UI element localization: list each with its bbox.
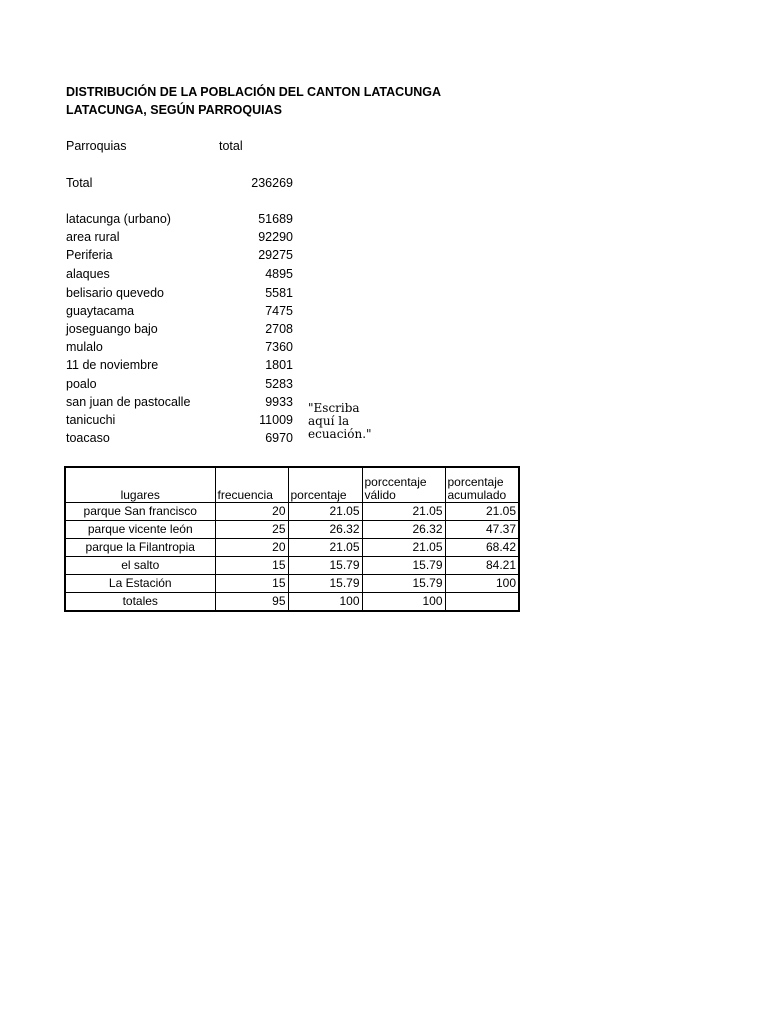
cell-porcentaje-valido: 21.05: [362, 503, 445, 521]
parroquia-name: guaytacama: [66, 304, 135, 318]
parroquia-name: toacaso: [66, 431, 110, 445]
parroquia-value: 1801: [265, 358, 293, 372]
parroquia-value: 4895: [265, 267, 293, 281]
parroquia-name: Periferia: [66, 248, 113, 262]
equation-placeholder[interactable]: "Escriba aquí la ecuación.": [308, 401, 372, 441]
parroquia-row: [66, 230, 296, 248]
cell-frecuencia: 20: [215, 503, 288, 521]
parroquia-row: [66, 431, 296, 449]
parroquia-value: 29275: [258, 248, 293, 262]
cell-porcentaje-valido: 26.32: [362, 521, 445, 539]
header-porcentaje: porcentaje: [288, 467, 362, 503]
parroquia-name: tanicuchi: [66, 413, 116, 427]
header-lugares: lugares: [65, 467, 215, 503]
cell-porcentaje-valido: 21.05: [362, 539, 445, 557]
cell-porcentaje-acumulado: 21.05: [445, 503, 519, 521]
table-row: [65, 503, 519, 521]
cell-frecuencia: 25: [215, 521, 288, 539]
parroquia-row: [66, 322, 296, 340]
cell-porcentaje: 21.05: [288, 539, 362, 557]
parroquia-value: 11009: [259, 413, 293, 427]
header-porcentaje-valido: porccentaje válido: [362, 467, 445, 503]
cell-porcentaje: 15.79: [288, 557, 362, 575]
cell-lugar: parque la Filantropia: [65, 539, 215, 557]
parroquia-name: area rural: [66, 230, 120, 244]
cell-frecuencia: 15: [215, 557, 288, 575]
parroquia-value: 92290: [258, 230, 293, 244]
table-row: [65, 521, 519, 539]
header-frecuencia: frecuencia: [215, 467, 288, 503]
parroquia-row: [66, 377, 296, 395]
table-totals-row: [65, 593, 519, 612]
parroquia-name: belisario quevedo: [66, 286, 164, 300]
cell-porcentaje-acumulado: 84.21: [445, 557, 519, 575]
parroquia-value: 5581: [265, 286, 293, 300]
cell-porcentaje: 21.05: [288, 503, 362, 521]
cell-lugar: La Estación: [65, 575, 215, 593]
cell-porcentaje-acumulado: [445, 593, 519, 612]
cell-frecuencia: 95: [215, 593, 288, 612]
parroquia-name: latacunga (urbano): [66, 212, 171, 226]
cell-lugar: totales: [65, 593, 215, 612]
parroquia-name: 11 de noviembre: [66, 358, 159, 372]
cell-lugar: parque vicente león: [65, 521, 215, 539]
parroquia-value: 9933: [265, 395, 293, 409]
parroquia-value: 7475: [265, 304, 293, 318]
cell-lugar: parque San francisco: [65, 503, 215, 521]
total-label: Total: [66, 176, 93, 190]
parroquia-value: 7360: [265, 340, 293, 354]
parroquia-name: alaques: [66, 267, 110, 281]
parroquia-name: joseguango bajo: [66, 322, 158, 336]
parroquia-value: 6970: [265, 431, 293, 445]
parroquia-value: 2708: [265, 322, 293, 336]
parroquia-row: [66, 267, 296, 285]
table-row: [65, 539, 519, 557]
cell-porcentaje-valido: 15.79: [362, 557, 445, 575]
column-header-total: total: [219, 139, 243, 153]
total-value: 236269: [251, 176, 293, 190]
parroquia-row: [66, 413, 296, 431]
parroquia-row: [66, 248, 296, 266]
parroquia-name: san juan de pastocalle: [66, 395, 191, 409]
parroquia-value: 51689: [258, 212, 293, 226]
cell-porcentaje-acumulado: 68.42: [445, 539, 519, 557]
parroquia-row: [66, 286, 296, 304]
cell-porcentaje: 26.32: [288, 521, 362, 539]
parroquia-name: mulalo: [66, 340, 103, 354]
cell-porcentaje: 15.79: [288, 575, 362, 593]
cell-frecuencia: 20: [215, 539, 288, 557]
cell-porcentaje-valido: 100: [362, 593, 445, 612]
document-title-line-1: DISTRIBUCIÓN DE LA POBLACIÓN DEL CANTON LATACUNGA: [66, 85, 441, 99]
table-row: [65, 575, 519, 593]
document-title-line-2: LATACUNGA, SEGÚN PARROQUIAS: [66, 103, 282, 117]
parroquia-row: [66, 340, 296, 358]
parroquia-name: poalo: [66, 377, 97, 391]
cell-porcentaje: 100: [288, 593, 362, 612]
frequency-table: [64, 466, 520, 612]
total-row: [66, 176, 296, 194]
column-header-parroquias: Parroquias: [66, 139, 127, 153]
parroquia-row: [66, 212, 296, 230]
parroquia-value: 5283: [265, 377, 293, 391]
cell-porcentaje-acumulado: 47.37: [445, 521, 519, 539]
cell-porcentaje-valido: 15.79: [362, 575, 445, 593]
cell-lugar: el salto: [65, 557, 215, 575]
table-header-row: [65, 467, 519, 503]
cell-porcentaje-acumulado: 100: [445, 575, 519, 593]
header-porcentaje-acumulado: porcentaje acumulado: [445, 467, 519, 503]
parroquia-row: [66, 304, 296, 322]
parroquia-row: [66, 395, 296, 413]
table-row: [65, 557, 519, 575]
parroquia-row: [66, 358, 296, 376]
cell-frecuencia: 15: [215, 575, 288, 593]
